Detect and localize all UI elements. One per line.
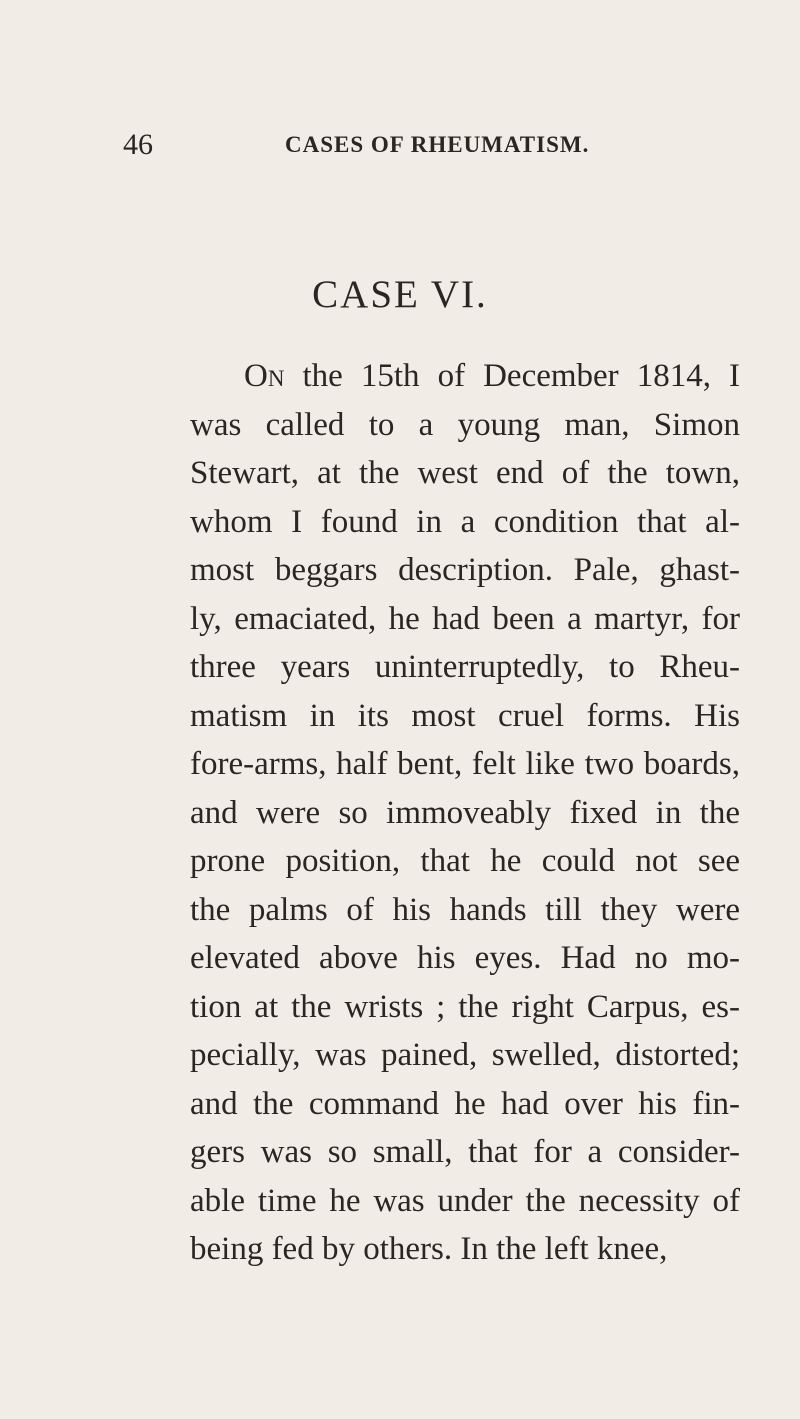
paragraph-line: most beggars description. Pale, ghast- xyxy=(190,552,740,588)
case-title: CASE VI. xyxy=(312,273,488,316)
paragraph-line: able time he was under the necessity of xyxy=(190,1182,740,1219)
paragraph-line: whom I found in a condition that al- xyxy=(190,503,740,540)
page-header xyxy=(123,128,683,168)
paragraph-line: gers was so small, that for a consider- xyxy=(190,1134,740,1170)
paragraph-line: fore-arms, half bent, felt like two boards, xyxy=(190,746,740,782)
paragraph-line: pecially, was pained, swelled, distorted; xyxy=(190,1037,740,1073)
case-paragraph xyxy=(190,352,740,1274)
paragraph-line: three years uninterruptedly, to Rheu- xyxy=(190,649,740,685)
paragraph-line: tion at the wrists ; the right Carpus, es- xyxy=(190,988,740,1025)
paragraph-line: matism in its most cruel forms. His xyxy=(190,697,740,734)
paragraph-line xyxy=(190,352,740,401)
running-head: CASES OF RHEUMATISM. xyxy=(285,132,590,157)
paragraph-line: and were so immoveably fixed in the xyxy=(190,794,740,831)
paragraph-line: and the command he had over his fin- xyxy=(190,1085,740,1122)
paragraph-line: ly, emaciated, he had been a martyr, for xyxy=(190,600,740,637)
paragraph-line: Stewart, at the west end of the town, xyxy=(190,455,740,491)
paragraph-line: prone position, that he could not see xyxy=(190,843,740,879)
paragraph-line: being fed by others. In the left knee, xyxy=(190,1231,668,1267)
paragraph-line-text: the 15th of December 1814, I xyxy=(302,358,740,394)
page-number: 46 xyxy=(123,128,153,161)
paragraph-first-word: On xyxy=(244,358,285,394)
paragraph-line: elevated above his eyes. Had no mo- xyxy=(190,940,740,976)
paragraph-line: the palms of his hands till they were xyxy=(190,891,740,928)
paragraph-line: was called to a young man, Simon xyxy=(190,406,740,443)
